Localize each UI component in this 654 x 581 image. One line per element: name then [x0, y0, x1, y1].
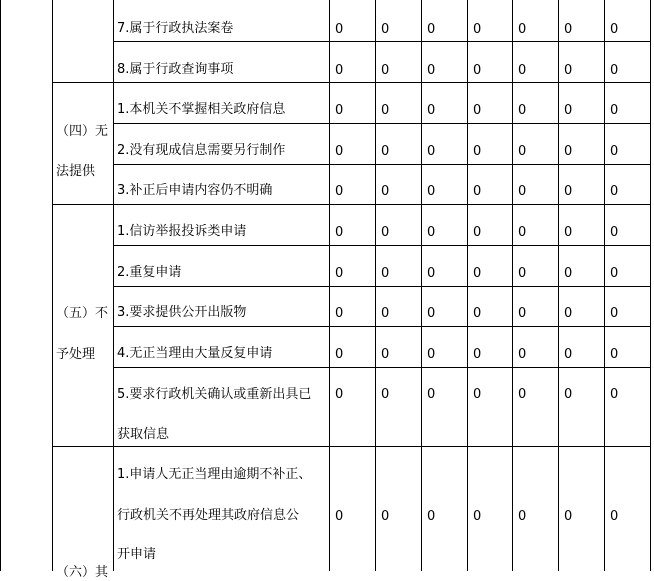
- table-cell-value: 0: [518, 225, 527, 240]
- section-separator-2: [52, 204, 651, 205]
- table-cell-value: 0: [518, 509, 527, 524]
- table-cell-value: 0: [564, 306, 573, 321]
- row-separator: [113, 245, 651, 246]
- table-cell-value: 0: [381, 103, 390, 118]
- row-label: 7.属于行政执法案卷: [117, 21, 234, 36]
- row-label: 3.要求提供公开出版物: [117, 305, 247, 320]
- table-cell-value: 0: [381, 63, 390, 78]
- table-cell-value: 0: [381, 144, 390, 159]
- table-cell-value: 0: [427, 347, 436, 362]
- table-cell-value: 0: [564, 387, 573, 402]
- table-cell-value: 0: [381, 22, 390, 37]
- table-cell-value: 0: [518, 63, 527, 78]
- table-cell-value: 0: [610, 22, 619, 37]
- table-cell-value: 0: [610, 144, 619, 159]
- table-cell-value: 0: [381, 306, 390, 321]
- table-cell-value: 0: [381, 509, 390, 524]
- table-cell-value: 0: [518, 266, 527, 281]
- table-cell-value: 0: [518, 144, 527, 159]
- table-cell-value: 0: [335, 63, 344, 78]
- table-border-left: [0, 0, 1, 571]
- row-separator: [113, 326, 651, 327]
- table-cell-value: 0: [427, 266, 436, 281]
- table-cell-value: 0: [335, 266, 344, 281]
- table-cell-value: 0: [335, 347, 344, 362]
- table-cell-value: 0: [518, 306, 527, 321]
- table-cell-value: 0: [610, 509, 619, 524]
- table-cell-value: 0: [564, 184, 573, 199]
- table-cell-value: 0: [335, 22, 344, 37]
- table-cell-value: 0: [381, 266, 390, 281]
- table-cell-value: 0: [473, 347, 482, 362]
- category-6-label-partial: （六）其: [56, 565, 109, 580]
- table-cell-value: 0: [564, 509, 573, 524]
- table-cell-value: 0: [381, 387, 390, 402]
- table-cell-value: 0: [473, 144, 482, 159]
- table-cell-value: 0: [381, 225, 390, 240]
- table-cell-value: 0: [473, 63, 482, 78]
- table-cell-value: 0: [427, 225, 436, 240]
- row-separator: [113, 164, 651, 165]
- table-cell-value: 0: [473, 225, 482, 240]
- table-cell-value: 0: [610, 306, 619, 321]
- row-separator: [113, 367, 651, 368]
- category-5-label-line-1: （五）不: [56, 306, 109, 321]
- table-cell-value: 0: [473, 509, 482, 524]
- category-column-left-border: [52, 0, 53, 571]
- table-cell-value: 0: [335, 144, 344, 159]
- table-cell-value: 0: [610, 63, 619, 78]
- row-label: 3.补正后申请内容仍不明确: [117, 183, 273, 198]
- row-separator: [113, 41, 651, 42]
- table-cell-value: 0: [473, 266, 482, 281]
- table-cell-value: 0: [564, 144, 573, 159]
- category-4-label-line-2: 法提供: [56, 164, 96, 179]
- table-cell-value: 0: [427, 509, 436, 524]
- table-cell-value: 0: [473, 22, 482, 37]
- table-cell-value: 0: [427, 144, 436, 159]
- row-label-line-2: 行政机关不再处理其政府信息公: [117, 508, 300, 523]
- row-label: 4.无正当理由大量反复申请: [117, 346, 273, 361]
- section-separator-1: [52, 82, 651, 83]
- category-4-label-line-1: （四）无: [56, 124, 109, 139]
- row-label: 2.没有现成信息需要另行制作: [117, 143, 286, 158]
- row-label-line-1: 1.申请人无正当理由逾期不补正、: [117, 467, 312, 482]
- table-cell-value: 0: [427, 184, 436, 199]
- row-label-line-2: 获取信息: [117, 427, 170, 442]
- table-cell-value: 0: [564, 22, 573, 37]
- table-cell-value: 0: [381, 347, 390, 362]
- table-cell-value: 0: [335, 509, 344, 524]
- table-cell-value: 0: [518, 347, 527, 362]
- table-cell-value: 0: [518, 184, 527, 199]
- table-cell-value: 0: [427, 63, 436, 78]
- row-label: 1.信访举报投诉类申请: [117, 224, 247, 239]
- table-cell-value: 0: [610, 387, 619, 402]
- row-label: 2.重复申请: [117, 265, 182, 280]
- table-cell-value: 0: [427, 387, 436, 402]
- row-label: 8.属于行政查询事项: [117, 62, 234, 77]
- table-cell-value: 0: [427, 103, 436, 118]
- table-cell-value: 0: [610, 225, 619, 240]
- row-label-line-3: 开申请: [117, 547, 157, 562]
- table-cell-value: 0: [518, 22, 527, 37]
- table-cell-value: 0: [473, 184, 482, 199]
- table-cell-value: 0: [335, 225, 344, 240]
- table-cell-value: 0: [335, 306, 344, 321]
- table-cell-value: 0: [564, 347, 573, 362]
- table-cell-value: 0: [610, 347, 619, 362]
- table-cell-value: 0: [518, 103, 527, 118]
- table-cell-value: 0: [473, 103, 482, 118]
- table-cell-value: 0: [381, 184, 390, 199]
- table-cell-value: 0: [427, 306, 436, 321]
- table-cell-value: 0: [610, 103, 619, 118]
- table-cell-value: 0: [473, 387, 482, 402]
- table-cell-value: 0: [564, 63, 573, 78]
- table-cell-value: 0: [564, 225, 573, 240]
- table-cell-value: 0: [335, 103, 344, 118]
- section-separator-3: [52, 446, 651, 447]
- table-cell-value: 0: [427, 22, 436, 37]
- table-cell-value: 0: [473, 306, 482, 321]
- row-label-line-1: 5.要求行政机关确认或重新出具已: [117, 387, 312, 402]
- table-cell-value: 0: [518, 387, 527, 402]
- table-cell-value: 0: [564, 266, 573, 281]
- row-separator: [113, 123, 651, 124]
- category-5-label-line-2: 予处理: [56, 347, 96, 362]
- table-cell-value: 0: [335, 184, 344, 199]
- table-cell-value: 0: [335, 387, 344, 402]
- table-cell-value: 0: [610, 184, 619, 199]
- row-label: 1.本机关不掌握相关政府信息: [117, 102, 286, 117]
- table-cell-value: 0: [564, 103, 573, 118]
- table-cell-value: 0: [610, 266, 619, 281]
- row-separator: [113, 286, 651, 287]
